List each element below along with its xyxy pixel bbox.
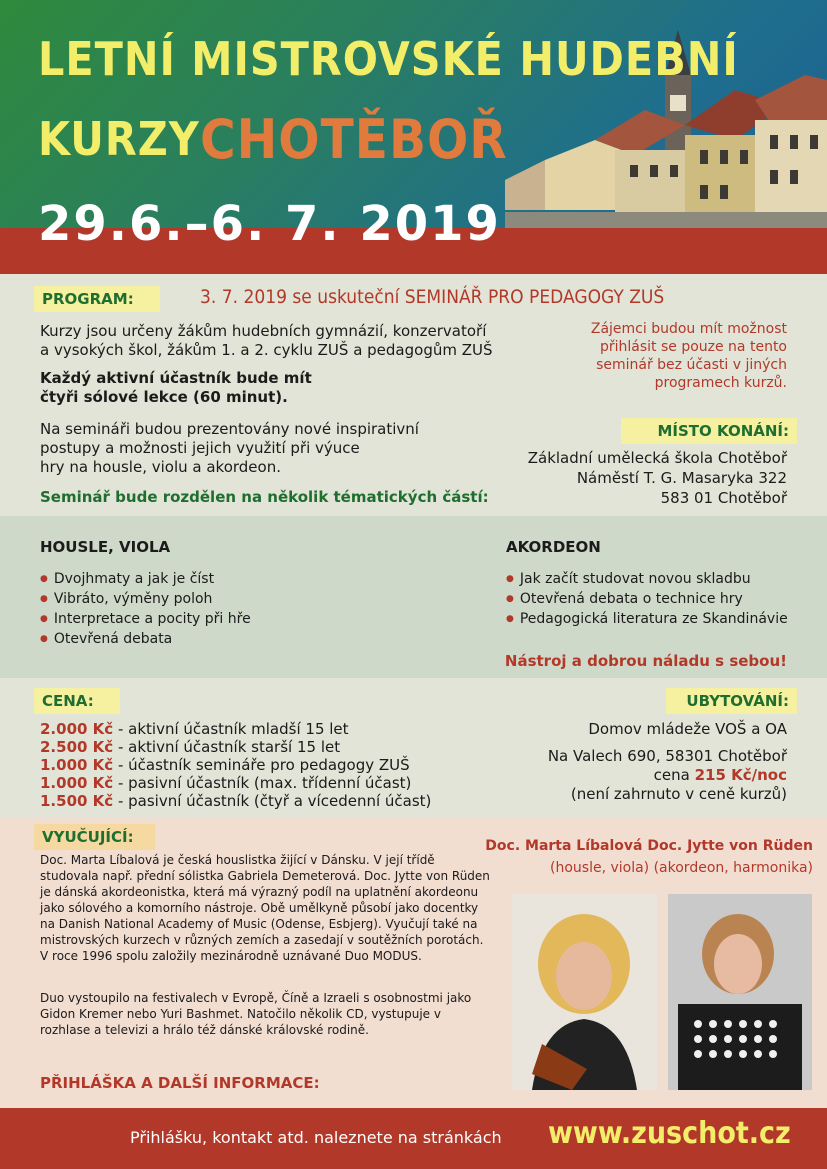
teacher-bio-2: Duo vystoupilo na festivalech v Evropě, Číně a Izraeli s osobnostmi jako Gidon Kremer nebo Yuri Bashmet. Natočilo několik CD, vystupuje v rozhlase a televizi a hrálo též dánské královské rodině. (40, 991, 472, 1037)
price-label: CENA: (34, 688, 120, 714)
price-amount: 1.000 Kč (40, 774, 114, 792)
list-item: ● Interpretace a pocity při hře (40, 610, 251, 630)
lodging-line-1: Domov mládeže VOŠ a OA (588, 720, 787, 738)
seminar-note-line-2: přihlásit se pouze na tento (599, 339, 787, 355)
application-info-heading: PŘIHLÁŠKA A DALŠÍ INFORMACE: (40, 1074, 320, 1092)
program-text-line-3: hry na housle, violu a akordeon. (40, 458, 281, 476)
lodging-line-4: (není zahrnuto v ceně kurzů) (570, 785, 787, 803)
seminar-note-line-3: seminář bez účasti v jiných (596, 357, 787, 373)
list-item: ● Dvojhmaty a jak je číst (40, 570, 251, 590)
price-section (0, 678, 827, 818)
lodging-price-line (548, 766, 787, 785)
price-row (40, 792, 431, 810)
venue-address (528, 448, 787, 508)
seminar-parts-heading: Seminář bude rozdělen na několik tématických částí: (40, 488, 489, 506)
teacher-instruments: (housle, viola) (akordeon, harmonika) (550, 860, 813, 876)
teachers-section (0, 818, 827, 1108)
accordionist-portrait (668, 894, 812, 1090)
price-desc: - pasivní účastník (max. třídenní účast) (113, 774, 412, 792)
lodging-price: 215 Kč/noc (694, 766, 787, 784)
price-desc: - aktivní účastník starší 15 let (113, 738, 341, 756)
program-lessons-line-1: Každý aktivní účastník bude mít (40, 369, 312, 387)
footer (0, 1108, 827, 1169)
program-intro-line-2: a vysokých škol, žákům 1. a 2. cyklu ZUŠ a pedagogům ZUŠ (40, 341, 493, 359)
list-item: ● Otevřená debata (40, 630, 251, 650)
seminar-note-line-4: programech kurzů. (654, 375, 787, 391)
lodging-price-prefix: cena (653, 766, 695, 784)
seminar-note (547, 320, 787, 392)
price-amount: 1.000 Kč (40, 756, 114, 774)
photo-jytte-von-ruden (668, 894, 812, 1090)
program-label: PROGRAM: (34, 286, 160, 312)
website-link[interactable]: www.zuschot.cz (548, 1116, 791, 1151)
venue-line-2: Náměstí T. G. Masaryka 322 (576, 469, 787, 487)
teachers-label: VYUČUJÍCÍ: (34, 824, 155, 850)
price-desc: - aktivní účastník mladší 15 let (113, 720, 349, 738)
accordion-topic-title: AKORDEON (506, 538, 601, 556)
seminar-note-line-1: Zájemci budou mít možnost (590, 321, 787, 337)
title-line-2: KURZY (38, 112, 200, 166)
venue-label: MÍSTO KONÁNÍ: (621, 418, 797, 444)
lodging-info (548, 720, 787, 804)
topics-section (0, 516, 827, 678)
photo-marta-libalova (512, 894, 657, 1090)
seminar-heading: 3. 7. 2019 se uskuteční SEMINÁŘ PRO PEDAGOGY ZUŠ (200, 286, 665, 308)
accordion-topic-list (506, 570, 788, 630)
price-desc: - účastník semináře pro pedagogy ZUŠ (113, 756, 410, 774)
violin-topic-list (40, 570, 251, 650)
list-item: ● Otevřená debata o technice hry (506, 590, 788, 610)
program-text-line-1: Na semináři budou prezentovány nové inspirativní (40, 420, 419, 438)
list-item: ● Pedagogická literatura ze Skandinávie (506, 610, 788, 630)
title-city: CHOTĚBOŘ (200, 108, 508, 171)
teacher-names: Doc. Marta Líbalová Doc. Jytte von Rüden (485, 838, 813, 854)
price-amount: 2.000 Kč (40, 720, 114, 738)
course-dates: 29.6.–6. 7. 2019 (38, 196, 501, 252)
violin-topic-title: HOUSLE, VIOLA (40, 538, 171, 556)
bring-instrument-note: Nástroj a dobrou náladu s sebou! (504, 652, 787, 670)
venue-line-1: Základní umělecká škola Chotěboř (527, 449, 787, 467)
lodging-line-2: Na Valech 690, 58301 Chotěboř (547, 747, 787, 765)
list-item: ● Jak začít studovat novou skladbu (506, 570, 788, 590)
price-desc: - pasivní účastník (čtyř a vícedenní účast) (113, 792, 432, 810)
program-text-line-2: postupy a možnosti jejich využití při výuce (40, 439, 360, 457)
price-row (40, 738, 431, 756)
price-row (40, 774, 431, 792)
venue-line-3: 583 01 Chotěboř (660, 489, 787, 507)
price-row (40, 720, 431, 738)
list-item: ● Vibráto, výměny poloh (40, 590, 251, 610)
lodging-label: UBYTOVÁNÍ: (666, 688, 797, 714)
price-list (40, 720, 431, 810)
teacher-bio-1: Doc. Marta Líbalová je česká houslistka žijící v Dánsku. V její třídě studovala např. přední sólistka Gabriela Demeterová. Doc. Jytte von Rüden je dánská akordeonistka, která má výrazný podíl na uplatnění akordeonu jako sólového a komorního nástroje. Obě umělkyně působí jako docentky na Danish National Academy of Music (Odense, Esbjerg). Vyučují také na mistrovských kurzech v různých zemích a zasedají v soutěžních porotách. V roce 1996 spolu založily mezinárodně uznávané Duo MODUS. (40, 853, 490, 963)
violinist-portrait (512, 894, 657, 1090)
price-amount: 2.500 Kč (40, 738, 114, 756)
title-line-1: LETNÍ MISTROVSKÉ HUDEBNÍ (38, 32, 739, 86)
program-intro-line-1: Kurzy jsou určeny žákům hudebních gymnázií, konzervatoří (40, 322, 487, 340)
footer-text: Přihlášku, kontakt atd. naleznete na stránkách (130, 1128, 502, 1147)
program-lessons-line-2: čtyři sólové lekce (60 minut). (40, 388, 288, 406)
price-amount: 1.500 Kč (40, 792, 114, 810)
program-section (0, 274, 827, 516)
price-row (40, 756, 431, 774)
